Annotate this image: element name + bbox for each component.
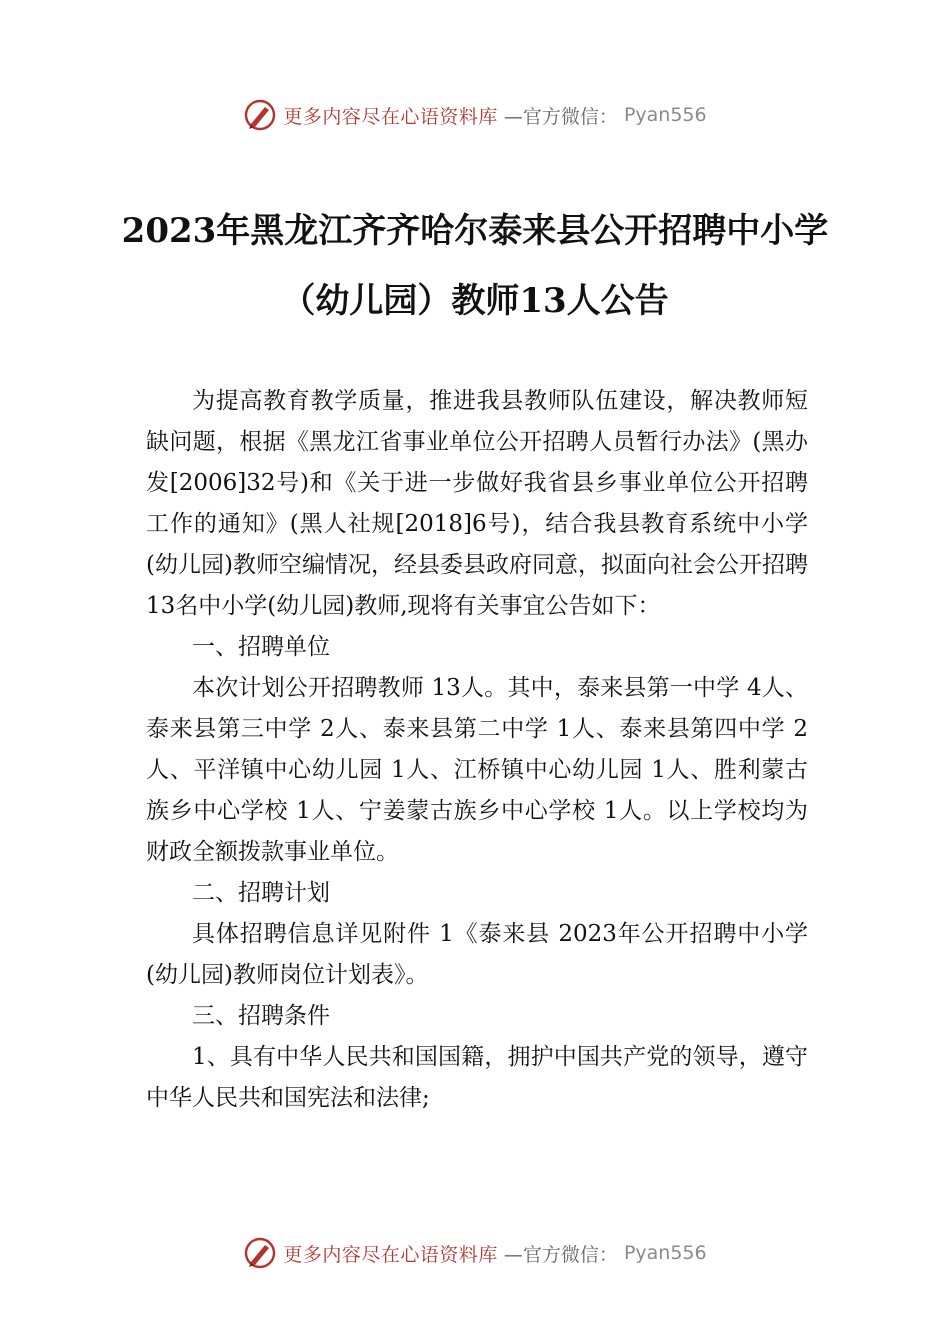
pen-logo-icon [243, 1236, 277, 1270]
banner-contact: Pyan556 [623, 1242, 707, 1264]
section-3-paragraph: 1、具有中华人民共和国国籍，拥护中国共产党的领导，遵守中华人民共和国宪法和法律; [146, 1044, 808, 1111]
banner-text: 更多内容尽在心语资料库 [283, 1243, 498, 1266]
section-2-paragraph: 具体招聘信息详见附件 1《泰来县 2023年公开招聘中小学(幼儿园)教师岗位计划表》。 [146, 921, 808, 988]
section-heading-2: 二、招聘计划 [192, 880, 330, 906]
section-heading-3: 三、招聘条件 [192, 1003, 330, 1029]
document-body [146, 381, 808, 1119]
pen-logo-icon [243, 98, 277, 132]
section-1-paragraph: 本次计划公开招聘教师 13人。其中，泰来县第一中学 4人、泰来县第三中学 2人、泰来县第二中学 1人、泰来县第四中学 2人、平洋镇中心幼儿园 1人、江桥镇中心幼儿园 1人、胜利蒙古族乡中心学校 1人、宁姜蒙古族乡中心学校 1人。以上学校均为财政全额拨款事业单位。 [146, 675, 808, 865]
document-title: 2023年黑龙江齐齐哈尔泰来县公开招聘中小学（幼儿园）教师13人公告 [121, 211, 829, 321]
banner-contact: Pyan556 [623, 104, 707, 126]
banner-separator: —官方微信： [503, 105, 618, 128]
intro-paragraph: 为提高教育教学质量，推进我县教师队伍建设，解决教师短缺问题，根据《黑龙江省事业单位公开招聘人员暂行办法》(黑办发[2006]32号)和《关于进一步做好我省县乡事业单位公开招聘工作的通知》(黑人社规[2018]6号)，结合我县教育系统中小学(幼儿园)教师空编情况，经县委县政府同意，拟面向社会公开招聘 13名中小学(幼儿园)教师,现将有关事宜公告如下： [146, 388, 808, 619]
footer-banner [0, 1233, 950, 1273]
header-banner [0, 95, 950, 135]
banner-separator: —官方微信： [503, 1243, 618, 1266]
section-heading-1: 一、招聘单位 [192, 634, 330, 660]
banner-text: 更多内容尽在心语资料库 [283, 105, 498, 128]
